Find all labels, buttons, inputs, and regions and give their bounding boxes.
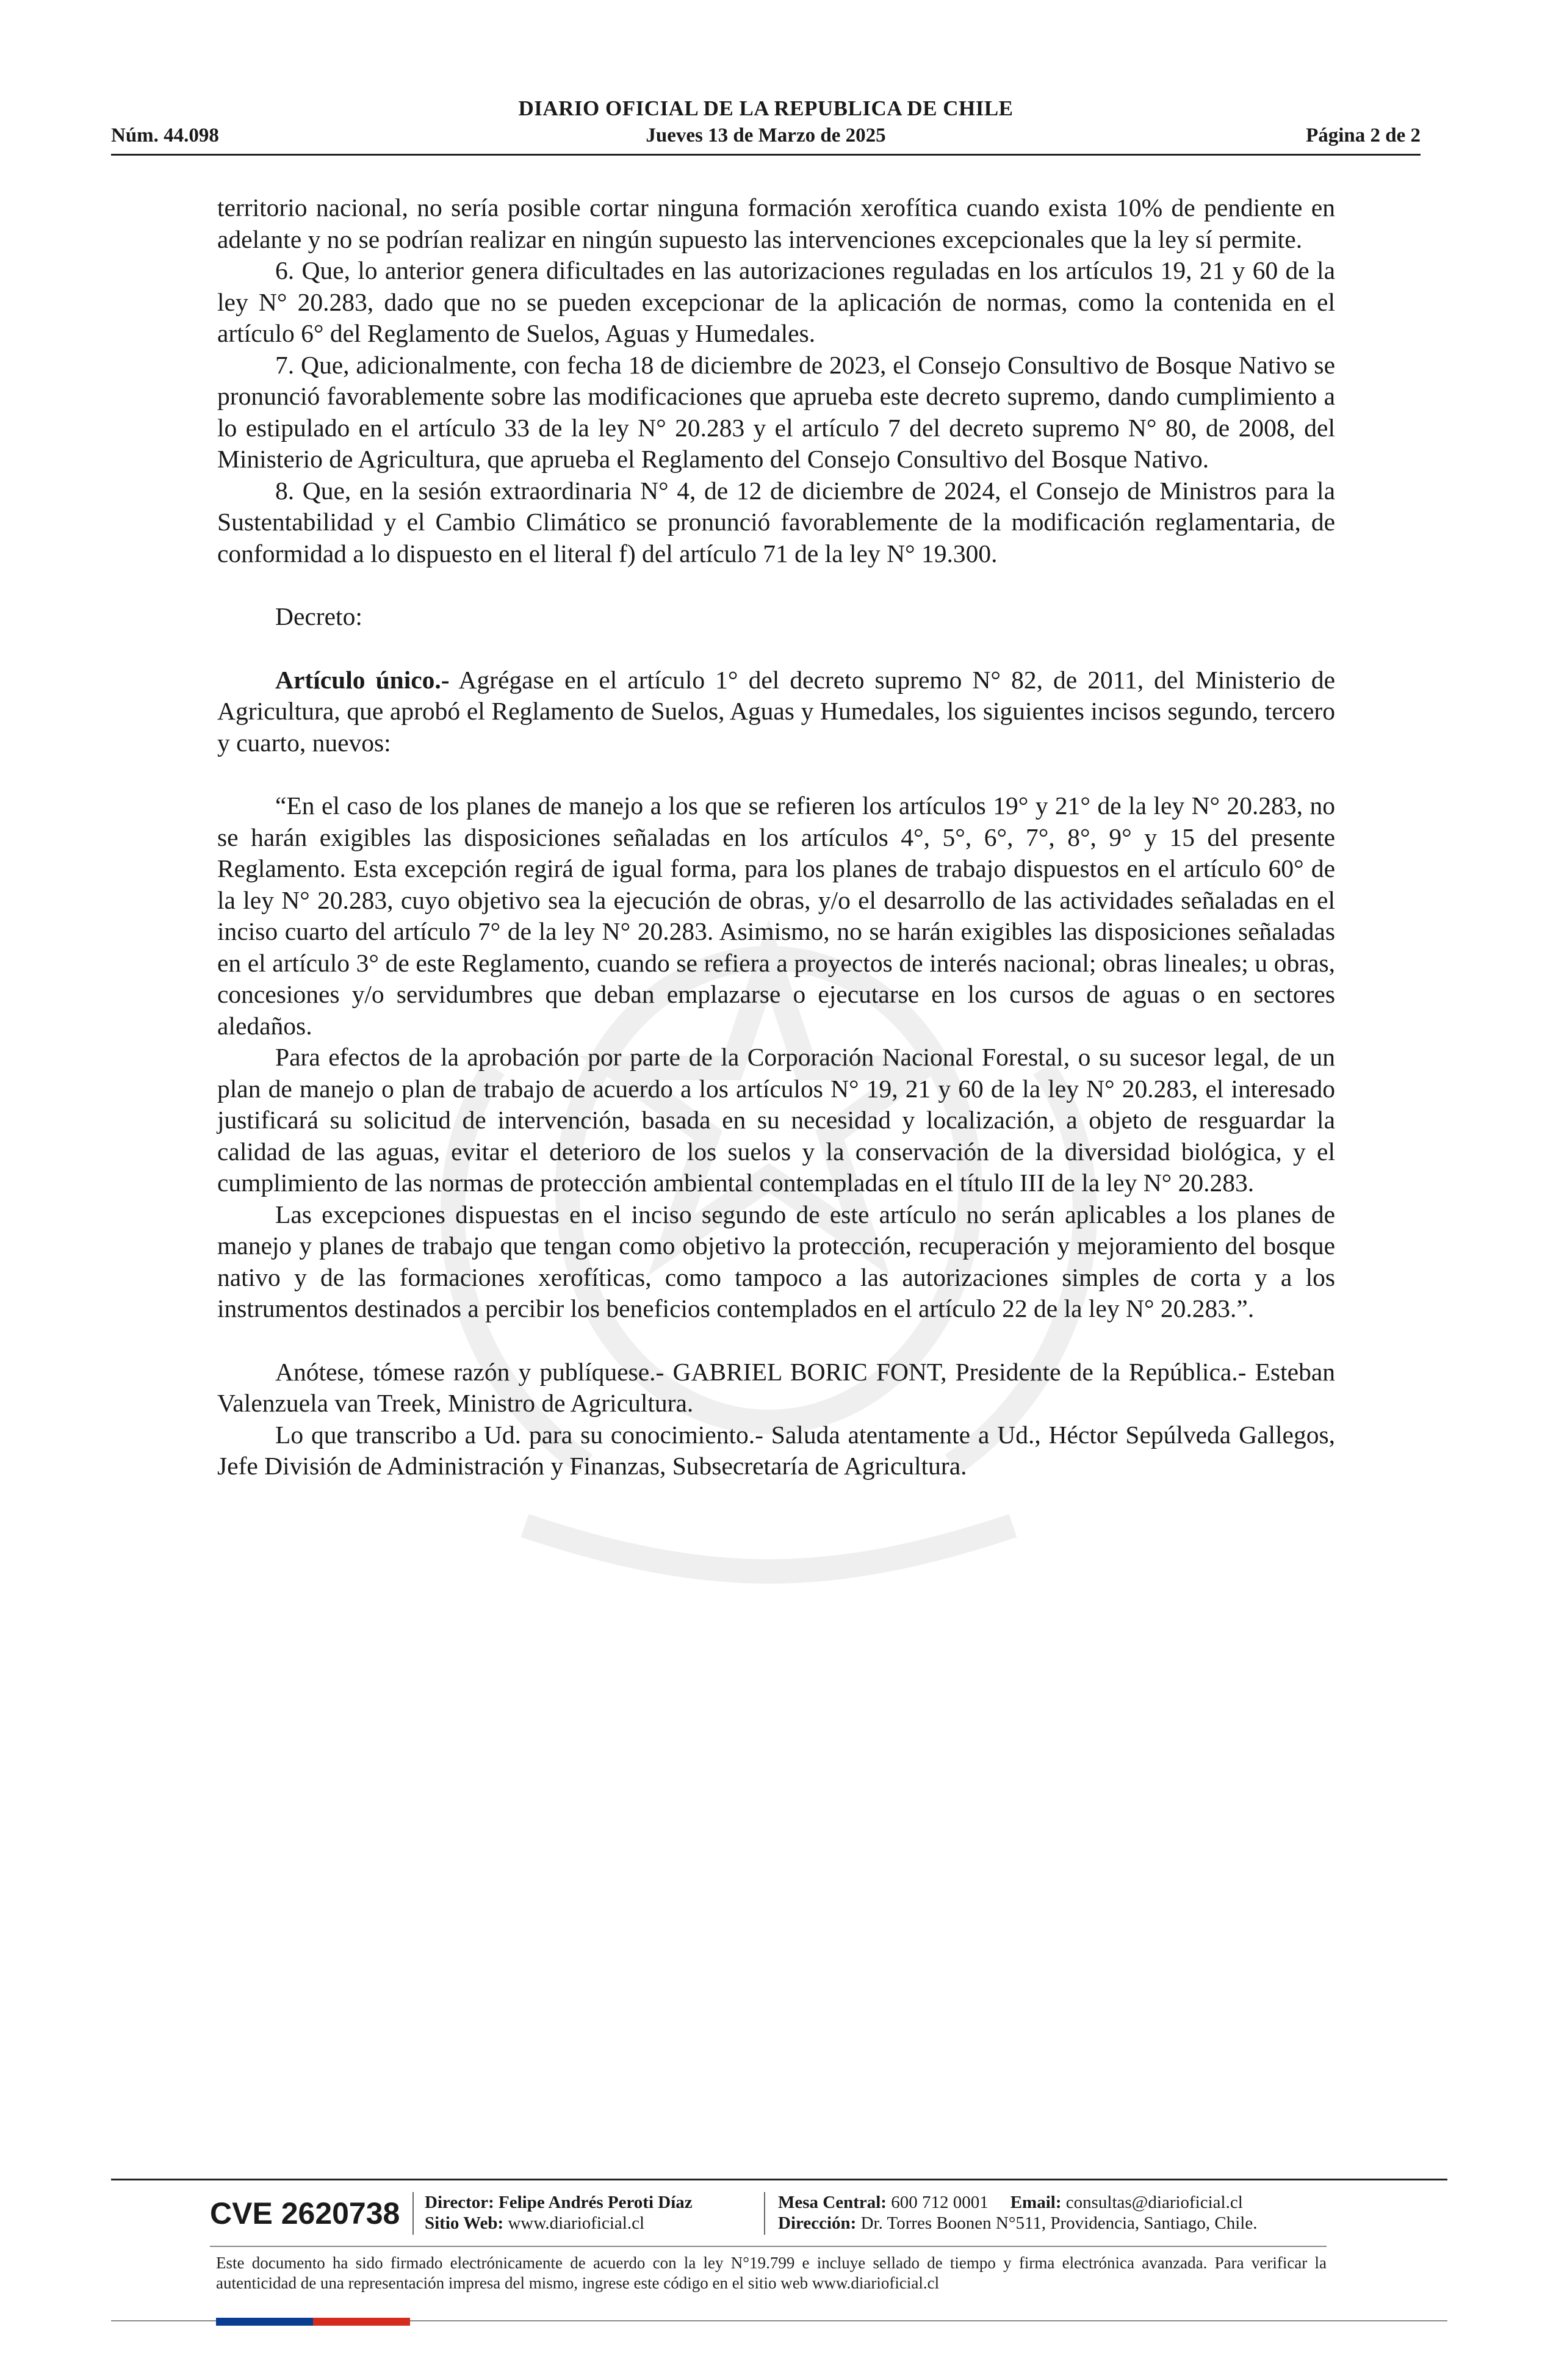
flag-color-bar	[216, 2318, 410, 2326]
address-label: Dirección:	[778, 2213, 857, 2233]
document-body	[217, 192, 1335, 1482]
email-link[interactable]: consultas@diarioficial.cl	[1065, 2193, 1243, 2212]
footer-separator	[764, 2192, 765, 2235]
recital-7: 7. Que, adicionalmente, con fecha 18 de diciembre de 2023, el Consejo Consultivo de Bosque Nativo se pronunció favorablemente sobre las modificaciones que aprueba este decreto supremo, dando cumplimiento a lo estipulado en el artículo 33 de la ley N° 20.283 y el artículo 7 del decreto supremo N° 80, de 2008, del Ministerio de Agricultura, que aprueba el Reglamento del Consejo Consultivo del Bosque Nativo.	[217, 350, 1335, 473]
address-text: Dr. Torres Boonen N°511, Providencia, Santiago, Chile.	[860, 2213, 1258, 2233]
cve-code: CVE 2620738	[210, 2196, 400, 2230]
article-text: Agrégase en el artículo 1° del decreto supremo N° 82, de 2011, del Ministerio de Agricultura, que aprobó el Reglamento de Suelos, Aguas y Humedales, los siguientes incisos segundo, tercero y cuarto, nuevos:	[217, 665, 1336, 757]
flag-red-segment	[313, 2318, 410, 2326]
flag-blue-segment	[216, 2318, 313, 2326]
email-label: Email:	[1010, 2193, 1062, 2212]
signature-line: Anótese, tómese razón y publíquese.- GABRIEL BORIC FONT, Presidente de la República.- Esteban Valenzuela van Treek, Ministro de Agricultura.	[217, 1357, 1335, 1417]
header-divider	[111, 154, 1421, 156]
page-indicator: Página 2 de 2	[1306, 124, 1421, 146]
newspaper-title: DIARIO OFICIAL DE LA REPUBLICA DE CHILE	[518, 96, 1014, 120]
recital-6: 6. Que, lo anterior genera dificultades en las autorizaciones reguladas en los artículos 19, 21 y 60 de la ley N° 20.283, dado que no se pueden excepcionar de la aplicación de normas, como la contenida en el artículo 6° del Reglamento de Suelos, Aguas y Humedales.	[217, 256, 1335, 347]
footer-separator	[412, 2192, 414, 2235]
quoted-clause-1: “En el caso de los planes de manejo a los que se refieren los artículos 19° y 21° de la ley N° 20.283, no se harán exigibles las disposiciones señaladas en los artículos 4°, 5°, 6°, 7°, 8°, 9° y 15 del presente Reglamento. Esta excepción regirá de igual forma, para los planes de trabajo dispuestos en el artículo 60° de la ley N° 20.283, cuyo objetivo sea la ejecución de obras, y/o el desarrollo de las actividades señaladas en el inciso cuarto del artículo 7° de la ley N° 20.283. Asimismo, no se harán exigibles las disposiciones señaladas en el artículo 3° de este Reglamento, cuando se refiera a proyectos de interés nacional; obras lineales; u obras, concesiones y/o servidumbres que deban emplazarse o ejecutarse en los cursos de aguas o en sectores aledaños.	[217, 792, 1335, 1040]
page-footer	[111, 2179, 1447, 2337]
mesa-phone: 600 712 0001	[891, 2193, 989, 2212]
director-label: Director:	[425, 2193, 494, 2212]
mesa-label: Mesa Central:	[778, 2193, 887, 2212]
page-header	[111, 93, 1421, 160]
article-title: Artículo único.-	[275, 665, 450, 694]
transcription-note: Lo que transcribo a Ud. para su conocimiento.- Saluda atentamente a Ud., Héctor Sepúlveda Gallegos, Jefe División de Administración y Finanzas, Subsecretaría de Agricultura.	[217, 1420, 1335, 1480]
quoted-clause-3: Las excepciones dispuestas en el inciso segundo de este artículo no serán aplicables a los planes de manejo y planes de trabajo que tengan como objetivo la protección, recuperación y mejoramiento del bosque nativo y de las formaciones xerofíticas, como tampoco a las autorizaciones simples de corta y a los instrumentos destinados a percibir los beneficios contemplados en el artículo 22 de la ley N° 20.283.”.	[217, 1200, 1335, 1322]
site-link[interactable]: www.diarioficial.cl	[508, 2213, 645, 2233]
paragraph-continuation: territorio nacional, no sería posible cortar ninguna formación xerofítica cuando exista 10% de pendiente en adelante y no se podrían realizar en ningún supuesto las intervenciones excepcionales que la ley sí permite.	[217, 193, 1335, 253]
footer-contact-block	[778, 2192, 1257, 2234]
footer-director-block	[425, 2192, 693, 2234]
decree-heading: Decreto:	[275, 602, 362, 630]
article-paragraph	[217, 665, 1335, 759]
recital-8: 8. Que, en la sesión extraordinaria N° 4, de 12 de diciembre de 2024, el Consejo de Ministros para la Sustentabilidad y el Cambio Climático se pronunció favorablemente de la modificación reglamentaria, de conformidad a lo dispuesto en el literal f) del artículo 71 de la ley N° 19.300.	[217, 476, 1335, 568]
footer-top-divider	[111, 2179, 1447, 2180]
footer-middle-divider	[210, 2246, 1327, 2247]
electronic-signature-note: Este documento ha sido firmado electrónicamente de acuerdo con la ley N°19.799 e incluye sellado de tiempo y firma electrónica avanzada. Para verificar la autenticidad de una representación impresa del mismo, ingrese este código en el sitio web www.diarioficial.cl	[216, 2254, 1327, 2292]
issue-number: Núm. 44.098	[111, 124, 219, 146]
director-name: Felipe Andrés Peroti Díaz	[499, 2193, 693, 2212]
issue-date: Jueves 13 de Marzo de 2025	[646, 124, 886, 146]
quoted-clause-2: Para efectos de la aprobación por parte de la Corporación Nacional Forestal, o su sucesor legal, de un plan de manejo o plan de trabajo de acuerdo a los artículos N° 19, 21 y 60 de la ley N° 20.283, el interesado justificará su solicitud de intervención, basada en su necesidad y localización, a objeto de resguardar la calidad de las aguas, evitar el deterioro de los suelos y la conservación de la diversidad biológica, y el cumplimiento de las normas de protección ambiental contempladas en el título III de la ley N° 20.283.	[217, 1043, 1335, 1197]
site-label: Sitio Web:	[425, 2213, 504, 2233]
